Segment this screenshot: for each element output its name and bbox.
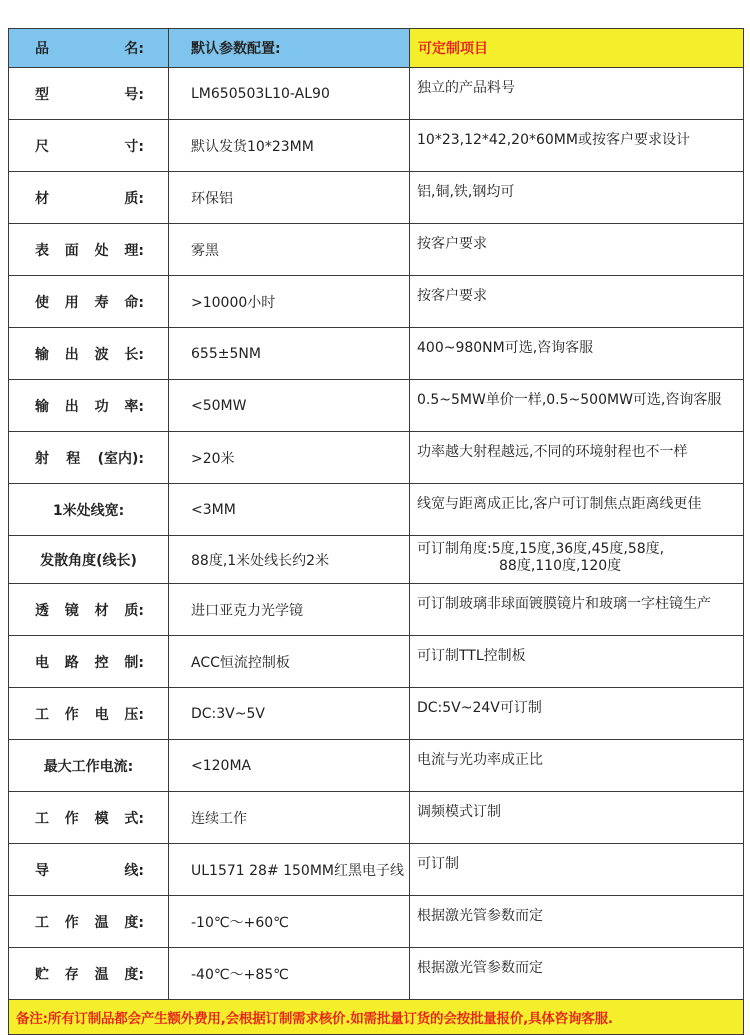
name-char: 出 xyxy=(64,398,79,415)
name-char: 输 xyxy=(35,346,49,363)
row-custom-option: 可订制玻璃非球面镀膜镜片和玻璃一字柱镜生产 xyxy=(410,584,744,636)
name-char: 表 xyxy=(35,242,49,259)
row-default-value: <50MW xyxy=(169,380,410,432)
row-custom-option: 线宽与距离成正比,客户可订制焦点距离线更佳 xyxy=(410,484,744,536)
row-label-cell xyxy=(9,172,169,224)
row-default-value: 雾黑 xyxy=(169,224,410,276)
name-char: 品 xyxy=(35,41,49,57)
row-custom-option: 可订制TTL控制板 xyxy=(410,636,744,688)
header-custom-cell: 可定制项目 xyxy=(410,29,744,68)
row-custom-option: 功率越大射程越远,不同的环境射程也不一样 xyxy=(410,432,744,484)
name-char: 度: xyxy=(124,966,144,983)
name-char: 质: xyxy=(124,602,144,619)
table-row xyxy=(9,380,744,432)
row-label-cell xyxy=(9,948,169,1000)
option-line-2: 88度,110度,120度 xyxy=(499,558,622,574)
name-char: 号: xyxy=(124,86,144,103)
name-char: 型 xyxy=(35,86,49,103)
name-char: 尺 xyxy=(35,138,49,155)
row-default-value: 88度,1米处线长约2米 xyxy=(169,536,410,584)
row-custom-option: 10*23,12*42,20*60MM或按客户要求设计 xyxy=(410,120,744,172)
row-label xyxy=(9,704,168,724)
row-default-value: >10000小时 xyxy=(169,276,410,328)
row-default-value: UL1571 28# 150MM红黑电子线 xyxy=(169,844,410,896)
name-char: 材 xyxy=(35,190,49,207)
table-header-row xyxy=(9,29,744,68)
name-char: 压: xyxy=(124,706,144,723)
header-default-cell: 默认参数配置: xyxy=(169,29,410,68)
name-char: 工 xyxy=(35,810,49,827)
table-row xyxy=(9,740,744,792)
spec-table xyxy=(8,28,744,1035)
name-char: 出 xyxy=(64,346,79,363)
row-label-cell xyxy=(9,276,169,328)
table-row xyxy=(9,120,744,172)
row-label xyxy=(9,292,168,312)
name-char: 制: xyxy=(124,654,144,671)
name-char: 输 xyxy=(35,398,49,415)
row-default-value: <120MA xyxy=(169,740,410,792)
name-text: 最大工作电流: xyxy=(43,758,134,775)
header-name-cell xyxy=(9,29,169,68)
name-char: 温 xyxy=(94,966,109,983)
row-custom-option xyxy=(410,536,744,584)
table-row xyxy=(9,948,744,1000)
name-char: 长: xyxy=(124,346,144,363)
name-char: 射 xyxy=(35,450,49,467)
row-label xyxy=(9,860,168,880)
row-label xyxy=(9,756,168,776)
row-custom-option: 调频模式订制 xyxy=(410,792,744,844)
name-char: 寿 xyxy=(94,294,109,311)
name-char: 功 xyxy=(94,398,109,415)
row-label xyxy=(9,344,168,364)
row-custom-option: DC:5V~24V可订制 xyxy=(410,688,744,740)
row-default-value: >20米 xyxy=(169,432,410,484)
table-row xyxy=(9,328,744,380)
row-label xyxy=(9,240,168,260)
name-char: 波 xyxy=(94,346,109,363)
row-label xyxy=(9,188,168,208)
table-row xyxy=(9,432,744,484)
name-char: (室内): xyxy=(97,450,144,467)
name-char: 作 xyxy=(64,706,79,723)
row-label-cell xyxy=(9,68,169,120)
row-label xyxy=(9,964,168,984)
name-char: 程 xyxy=(66,450,81,467)
name-char: 使 xyxy=(35,294,49,311)
name-char: 作 xyxy=(64,810,79,827)
name-char: 线: xyxy=(124,862,144,879)
row-label-cell xyxy=(9,584,169,636)
row-default-value: LM650503L10-AL90 xyxy=(169,68,410,120)
row-custom-option: 铝,铜,铁,钢均可 xyxy=(410,172,744,224)
name-char: 命: xyxy=(124,294,144,311)
table-row xyxy=(9,68,744,120)
name-char: 贮 xyxy=(35,966,49,983)
table-row xyxy=(9,636,744,688)
name-char: 理: xyxy=(124,242,144,259)
row-default-value: -40℃～+85℃ xyxy=(169,948,410,1000)
row-label-cell xyxy=(9,328,169,380)
name-char: 模 xyxy=(94,810,109,827)
row-label xyxy=(9,500,168,520)
header-name-label xyxy=(9,38,168,58)
note-text: 备注:所有订制品都会产生额外费用,会根据订制需求核价.如需批量订货的会按批量报价,具体咨询客服. xyxy=(9,1000,744,1035)
row-label-cell xyxy=(9,536,169,584)
row-label-cell xyxy=(9,844,169,896)
name-char: 寸: xyxy=(124,138,144,155)
name-char: 工 xyxy=(35,914,49,931)
table-row xyxy=(9,536,744,584)
name-char: 透 xyxy=(35,602,49,619)
table-row xyxy=(9,844,744,896)
table-row xyxy=(9,172,744,224)
name-char: 镜 xyxy=(64,602,79,619)
row-custom-option: 可订制 xyxy=(410,844,744,896)
row-default-value: 默认发货10*23MM xyxy=(169,120,410,172)
row-custom-option: 按客户要求 xyxy=(410,276,744,328)
row-label-cell xyxy=(9,380,169,432)
name-char: 温 xyxy=(94,914,109,931)
row-label-cell xyxy=(9,636,169,688)
row-label xyxy=(9,136,168,156)
name-char: 度: xyxy=(124,914,144,931)
row-label-cell xyxy=(9,120,169,172)
row-label-cell xyxy=(9,792,169,844)
row-custom-option: 独立的产品料号 xyxy=(410,68,744,120)
row-label xyxy=(9,912,168,932)
name-text: 发散角度(线长) xyxy=(40,552,137,569)
row-label xyxy=(9,396,168,416)
row-default-value: 655±5NM xyxy=(169,328,410,380)
row-label xyxy=(9,808,168,828)
row-label xyxy=(9,550,168,570)
table-row xyxy=(9,484,744,536)
row-label xyxy=(9,448,168,468)
table-row xyxy=(9,584,744,636)
row-custom-option: 400~980NM可选,咨询客服 xyxy=(410,328,744,380)
name-char: 率: xyxy=(124,398,144,415)
name-char: 式: xyxy=(124,810,144,827)
name-char: 材 xyxy=(94,602,109,619)
row-custom-option: 根据激光管参数而定 xyxy=(410,896,744,948)
row-custom-option: 电流与光功率成正比 xyxy=(410,740,744,792)
row-default-value: 环保铝 xyxy=(169,172,410,224)
name-char: 处 xyxy=(94,242,109,259)
note-row xyxy=(9,1000,744,1035)
row-default-value: -10℃～+60℃ xyxy=(169,896,410,948)
row-label-cell xyxy=(9,224,169,276)
name-char: 路 xyxy=(64,654,79,671)
name-char: 存 xyxy=(64,966,79,983)
row-default-value: 进口亚克力光学镜 xyxy=(169,584,410,636)
row-custom-option: 0.5~5MW单价一样,0.5~500MW可选,咨询客服 xyxy=(410,380,744,432)
name-text: 1米处线宽: xyxy=(52,502,125,519)
row-default-value: <3MM xyxy=(169,484,410,536)
table-row xyxy=(9,688,744,740)
option-line-1: 可订制角度:5度,15度,36度,45度,58度, xyxy=(417,541,665,557)
row-default-value: ACC恒流控制板 xyxy=(169,636,410,688)
name-char: 面 xyxy=(64,242,79,259)
name-char: 电 xyxy=(94,706,109,723)
row-label-cell xyxy=(9,740,169,792)
row-label xyxy=(9,652,168,672)
row-label-cell xyxy=(9,484,169,536)
row-label-cell xyxy=(9,896,169,948)
row-custom-option: 按客户要求 xyxy=(410,224,744,276)
row-label xyxy=(9,600,168,620)
row-label-cell xyxy=(9,688,169,740)
name-char: 导 xyxy=(35,862,49,879)
row-label xyxy=(9,84,168,104)
name-char: 质: xyxy=(124,190,144,207)
row-default-value: 连续工作 xyxy=(169,792,410,844)
table-row xyxy=(9,276,744,328)
name-char: 用 xyxy=(64,294,79,311)
table-row xyxy=(9,896,744,948)
name-char: 工 xyxy=(35,706,49,723)
name-char: 电 xyxy=(35,654,49,671)
name-char: 作 xyxy=(64,914,79,931)
row-label-cell xyxy=(9,432,169,484)
row-custom-option: 根据激光管参数而定 xyxy=(410,948,744,1000)
name-char: 名: xyxy=(124,41,144,57)
table-row xyxy=(9,224,744,276)
name-char: 控 xyxy=(94,654,109,671)
table-row xyxy=(9,792,744,844)
row-default-value: DC:3V~5V xyxy=(169,688,410,740)
